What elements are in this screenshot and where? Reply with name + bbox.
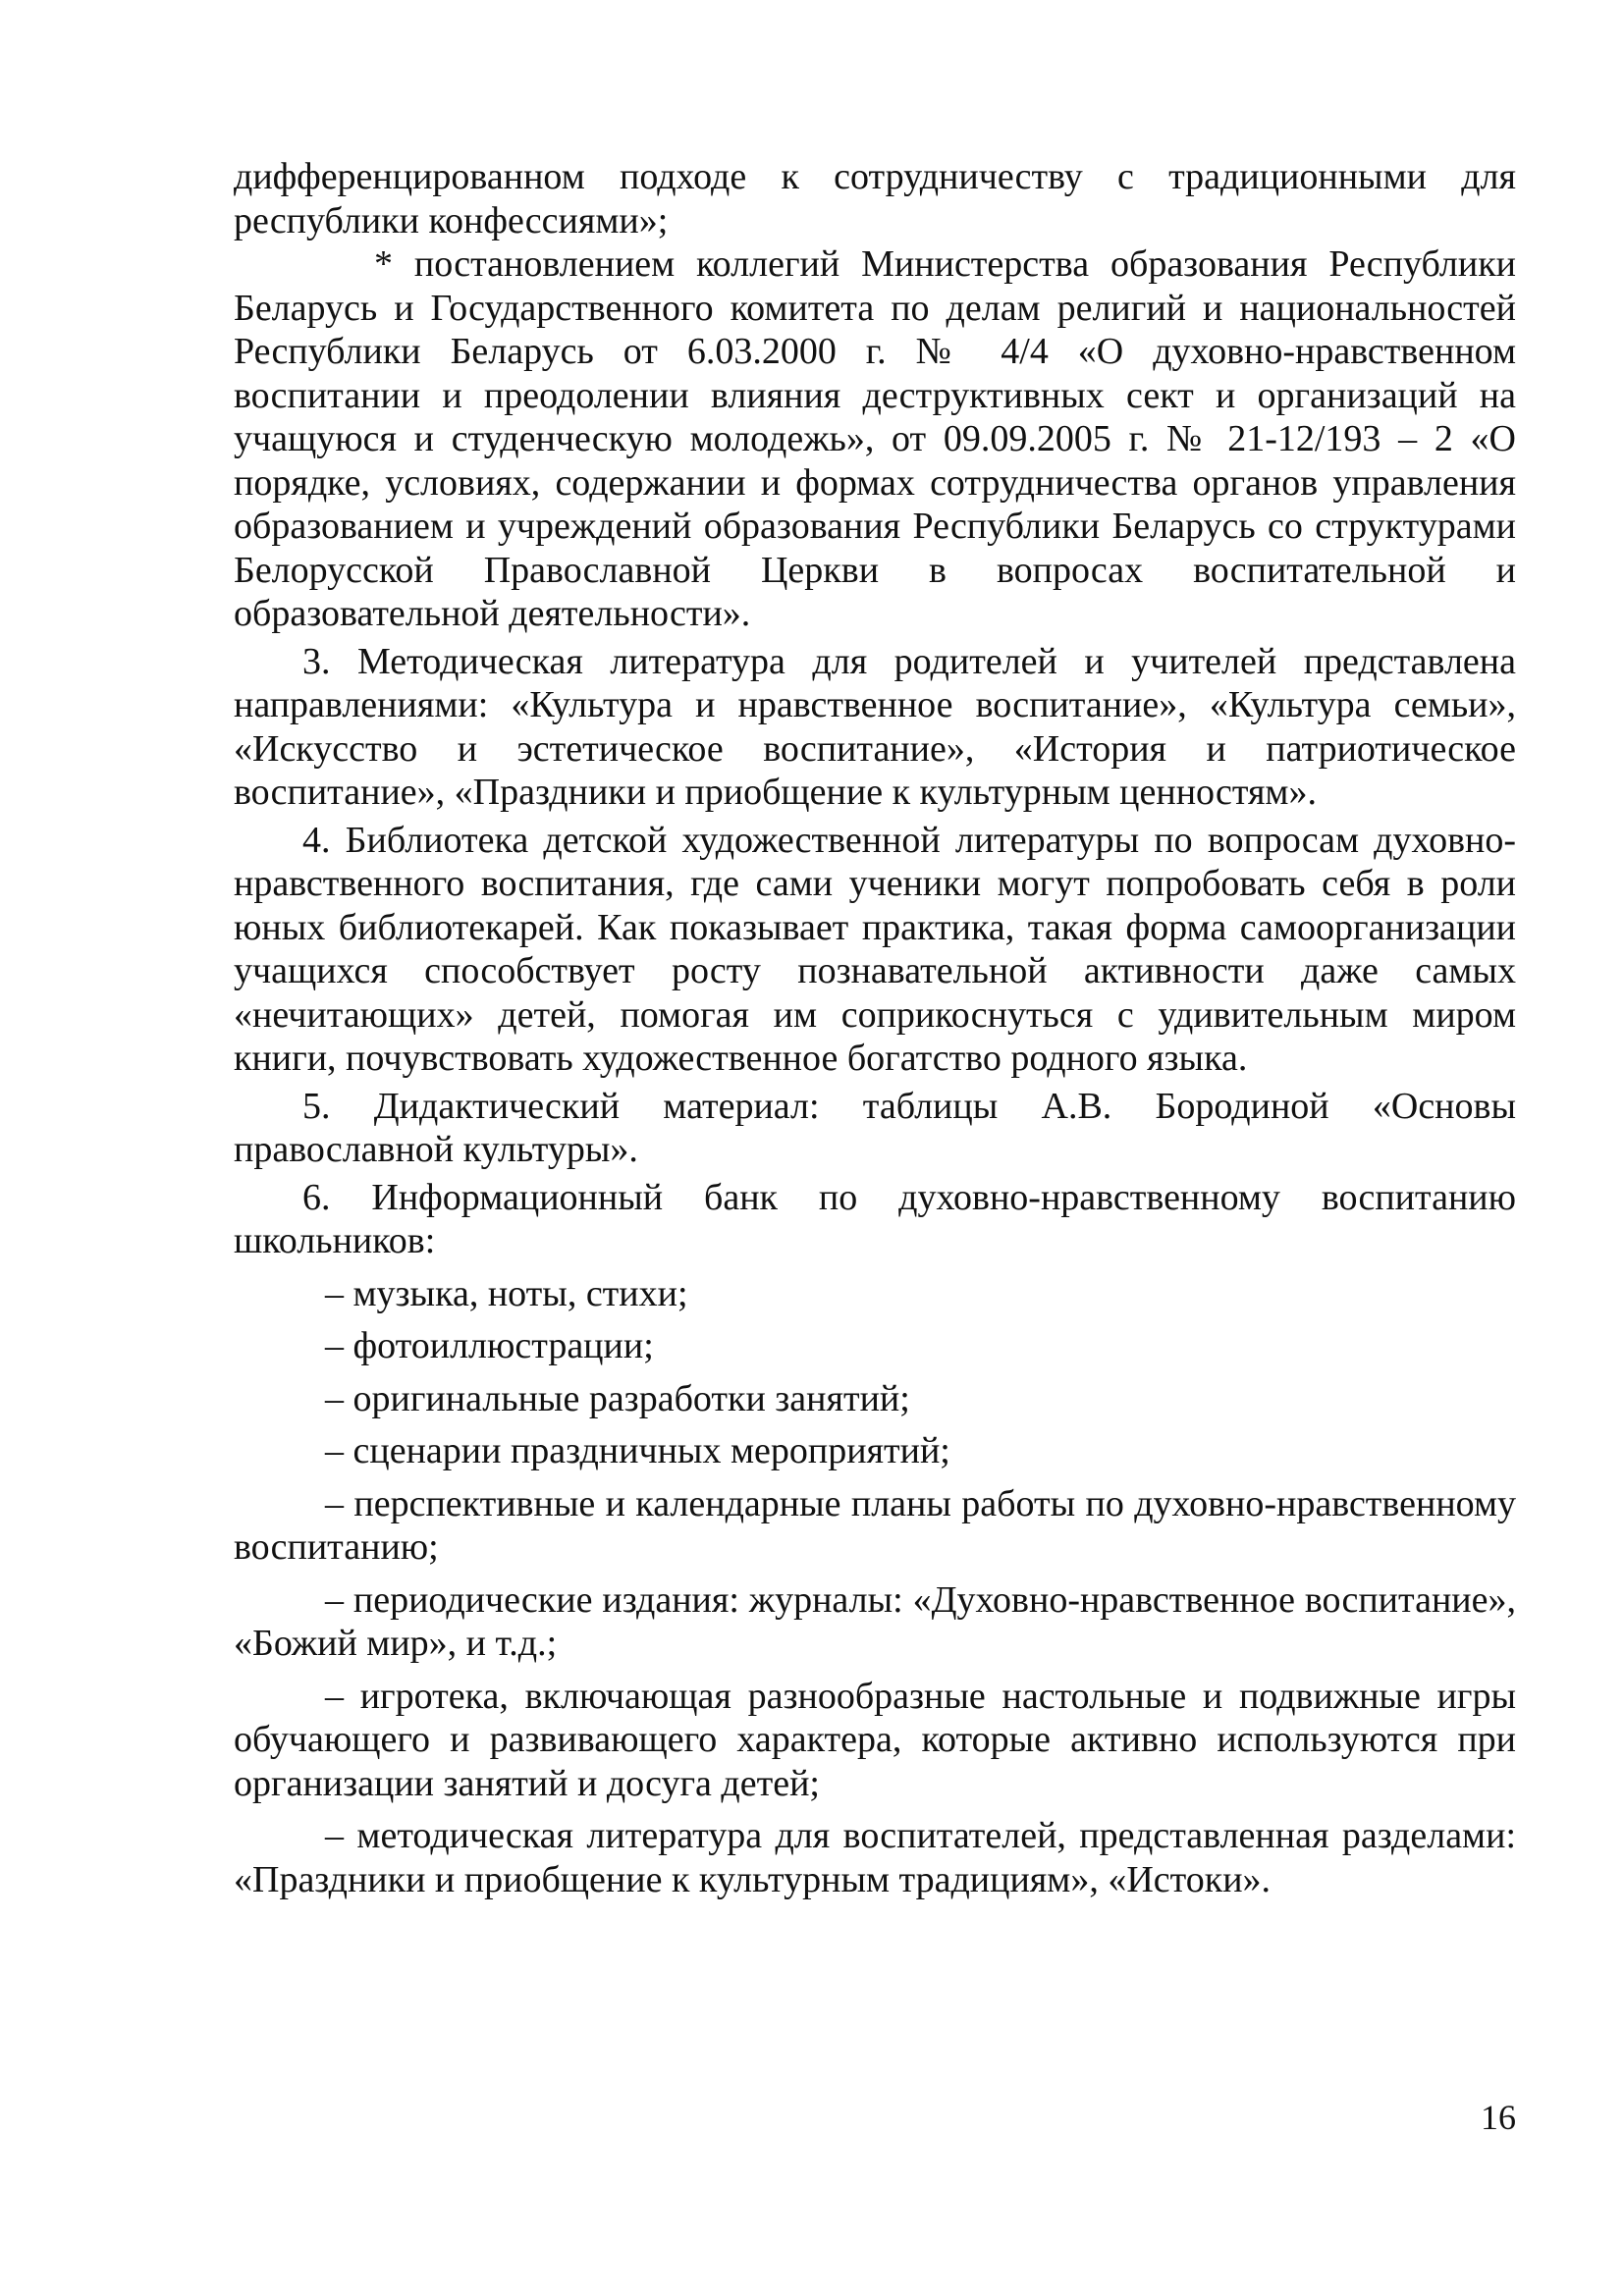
list-item: – периодические издания: журналы: «Духовно-нравственное воспитание», «Божий мир», и т.д.;	[234, 1578, 1516, 1664]
paragraph-item-5: 5. Дидактический материал: таблицы А.В. Бородиной «Основы православной культуры».	[234, 1085, 1516, 1170]
paragraph-item-4: 4. Библиотека детской художественной литературы по вопросам духовно-нравственного воспитания, где сами ученики могут попробовать себя в роли юных библиотекарей. Как показывает практика, такая форма самоорганизации учащихся способствует росту познавательной активности даже самых «нечитающих» детей, помогая им соприкоснуться с удивительным миром книги, почувствовать художественное богатство родного языка.	[234, 819, 1516, 1079]
list-item: – методическая литература для воспитателей, представленная разделами: «Праздники и приобщение к культурным традициям», «Истоки».	[234, 1815, 1516, 1900]
paragraph-continuation: дифференцированном подходе к сотрудничеству с традиционными для республики конфессиями»;	[234, 156, 1516, 241]
list-item: – перспективные и календарные планы работы по духовно-нравственному воспитанию;	[234, 1482, 1516, 1568]
page-number: 16	[1481, 2098, 1516, 2137]
list-item: – музыка, ноты, стихи;	[325, 1272, 688, 1314]
list-item: – игротека, включающая разнообразные настольные и подвижные игры обучающего и развивающего характера, которые активно используются при организации занятий и досуга детей;	[234, 1675, 1516, 1804]
list-item: – сценарии праздничных мероприятий;	[325, 1430, 950, 1471]
list-item: – фотоиллюстрации;	[325, 1325, 654, 1366]
paragraph-item-3: 3. Методическая литература для родителей и учителей представлена направлениями: «Культура и нравственное воспитание», «Культура семьи», «Искусство и эстетическое воспитание», «История и патриотическое воспитание», «Праздники и приобщение к культурным ценностям».	[234, 640, 1516, 813]
paragraph-resolution: * постановлением коллегий Министерства образования Республики Беларусь и Государственного комитета по делам религий и национальностей Республики Беларусь от 6.03.2000 г. № 4/4 «О духовно-нравственном воспитании и преодолении влияния деструктивных сект и организаций на учащуюся и студенческую молодежь», от 09.09.2005 г. № 21-12/193 – 2 «О порядке, условиях, содержании и формах сотрудничества органов управления образованием и учреждений образования Республики Беларусь со структурами Белорусской Православной Церкви в вопросах воспитательной и образовательной деятельности».	[234, 243, 1516, 634]
list-item: – оригинальные разработки занятий;	[325, 1377, 910, 1419]
document-body	[234, 155, 1516, 1901]
paragraph-item-6: 6. Информационный банк по духовно-нравственному воспитанию школьников:	[234, 1176, 1516, 1261]
